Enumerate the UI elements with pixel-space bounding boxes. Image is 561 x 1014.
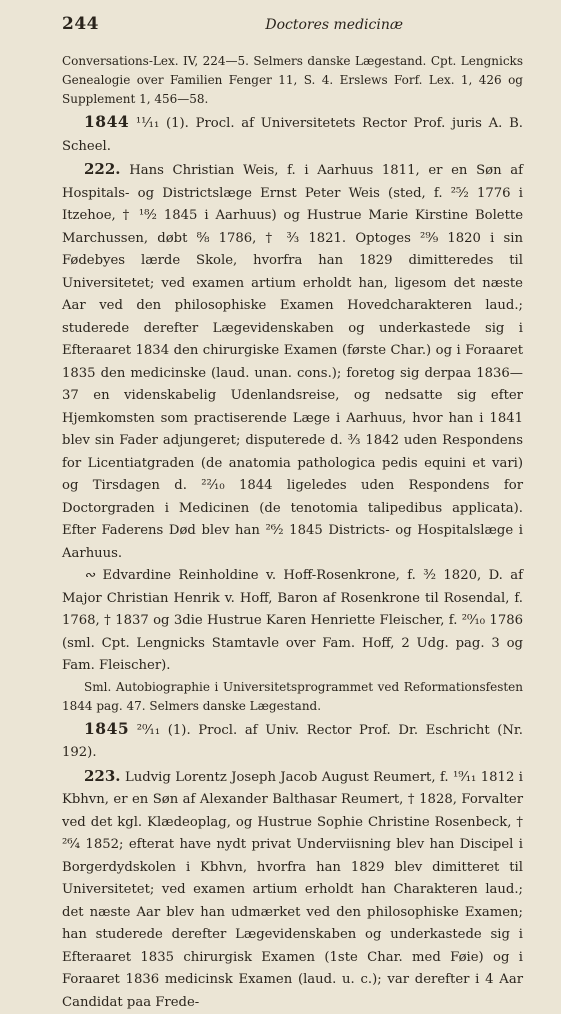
entry-222 xyxy=(62,158,523,565)
reference-note xyxy=(62,52,523,109)
page-body xyxy=(62,52,523,1014)
page-header xyxy=(62,14,523,44)
source-note xyxy=(62,678,523,716)
page-number: 244 xyxy=(62,14,99,34)
promotion-year-1845 xyxy=(62,718,523,765)
promotion-text: ²⁰⁄₁₁ (1). Procl. af Univ. Rector Prof. Dr. Eschricht (Nr. 192). xyxy=(62,723,523,761)
year-label: 1844 xyxy=(84,112,129,131)
source-text: Sml. Autobiographie i Universitetsprogrammet ved Reformationsfesten 1844 pag. 47. Selmers danske Lægestand. xyxy=(62,680,523,713)
marriage-symbol: ∾ xyxy=(84,568,95,583)
year-label: 1845 xyxy=(84,719,129,738)
promotion-text: ¹¹⁄₁₁ (1). Procl. af Universitetets Rector Prof. juris A. B. Scheel. xyxy=(62,116,523,154)
wife-text: Edvardine Reinholdine v. Hoff-Rosenkrone, f. ³⁄₂ 1820, D. af Major Christian Henrik v. Hoff, Baron af Rosenkrone til Rosendal, f. 1768, † 1837 og 3die Hustrue Karen Henriette Fleischer, f. ²⁰⁄₁₀ 1786 (sml. Cpt. Lengnicks Stamtavle over Fam. Hoff, 2 Udg. pag. 3 og Fam. Fleischer). xyxy=(62,568,523,673)
promotion-year-1844 xyxy=(62,111,523,158)
running-head: Doctores medicinæ xyxy=(265,17,523,33)
entry-number: 222. xyxy=(84,160,121,178)
reference-text: Conversations-Lex. IV, 224—5. Selmers danske Lægestand. Cpt. Lengnicks Genealogie over Familien Fenger 11, S. 4. Erslews Forf. Lex. 1, 426 og Supplement 1, 456—58. xyxy=(62,54,523,106)
entry-text: Hans Christian Weis, f. i Aarhuus 1811, er en Søn af Hospitals- og Districtslæge Ernst Peter Weis (sted, f. ²⁵⁄₂ 1776 i Itzehoe, † ¹⁸⁄₂ 1845 i Aarhuus) og Hustrue Marie Kirstine Bolette Marchussen, døbt ⁸⁄₈ 1786, † ³⁄₃ 1821. Optoges ²⁹⁄₉ 1820 i sin Fødebyes lærde Skole, hvorfra han 1829 dimitteredes til Universitetet; ved examen artium erholdt han, ligesom det næste Aar ved den philosophiske Examen Hovedcharakteren laud.; studerede derefter Lægevidenskaben og underkastede sig i Efteraaret 1834 den chirurgiske Examen (første Char.) og i Foraaret 1835 den medicinske (laud. unan. cons.); foretog sig derpaa 1836—37 en videnskabelig Udenlandsreise, og nedsatte sig efter Hjemkomsten som practiserende Læge i Aarhuus, hvor han i 1841 blev sin Fader adjungeret; disputerede d. ³⁄₃ 1842 uden Respondens for Licentiatgraden (de anatomia pathologica pedis equini et vari) og Tirsdagen d. ²²⁄₁₀ 1844 ligeledes uden Respondens for Doctorgraden i Medicinen (de tenotomia talipedibus applicata). Efter Faderens Død blev han ²⁶⁄₂ 1845 Districts- og Hospitalslæge i Aarhuus. xyxy=(62,163,523,561)
entry-223 xyxy=(62,765,523,1014)
entry-number: 223. xyxy=(84,767,121,785)
entry-text: Ludvig Lorentz Joseph Jacob August Reumert, f. ¹⁹⁄₁₁ 1812 i Kbhvn, er en Søn af Alexander Balthasar Reumert, † 1828, Forvalter ved det kgl. Klædeoplag, og Hustrue Sophie Christine Rosenbeck, † ²⁶⁄₄ 1852; efterat have nydt privat Underviisning blev han Discipel i Borgerdydskolen i Kbhvn, hvorfra han 1829 blev dimitteret til Universitetet; ved examen artium erholdt han Charakteren laud.; det næste Aar blev han udmærket ved den philosophiske Examen; han studerede derefter Lægevidenskaben og underkastede sig i Efteraaret 1835 chirurgisk Examen (1ste Char. med Føie) og i Foraaret 1836 medicinsk Examen (laud. u. c.); var derefter i 4 Aar Candidat paa Frede- xyxy=(62,770,523,1010)
wife-paragraph xyxy=(62,565,523,678)
